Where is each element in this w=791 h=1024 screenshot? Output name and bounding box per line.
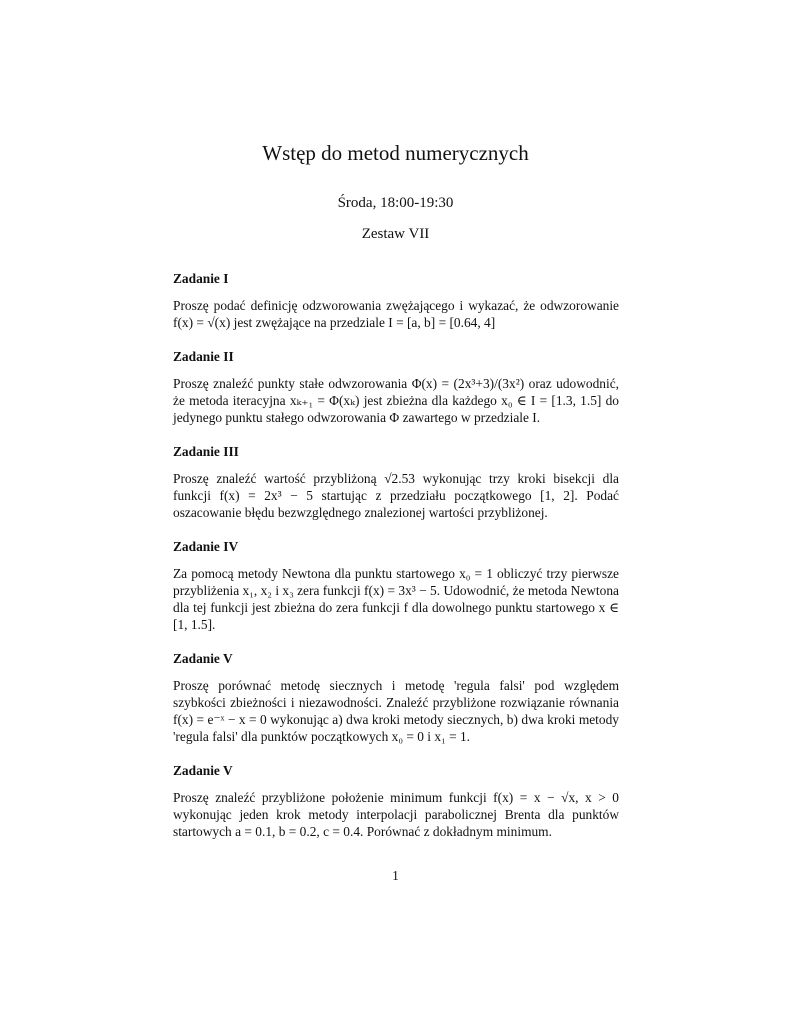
task-title: Zadanie V xyxy=(173,651,233,666)
task-6 xyxy=(173,762,619,840)
task-1 xyxy=(173,270,619,331)
task-5 xyxy=(173,650,619,745)
session-day-time: Środa, 18:00-19:30 xyxy=(337,195,454,211)
task-2 xyxy=(173,348,619,426)
task-text: Proszę znaleźć wartość przybliżoną √2.53 wykonując trzy kroki bisekcji dla funkcji f(x) = 2x³ − 5 startując z przedziału początkowego [1, 2]. Podać oszacowanie błędu bezwzględnego znalezionej wartości przybliżonej. xyxy=(173,471,619,520)
page-number: 1 xyxy=(392,868,399,883)
task-title: Zadanie V xyxy=(173,763,233,778)
task-text: Proszę podać definicję odzworowania zwężającego i wykazać, że odwzorowanie f(x) = √(x) jest zwężające na przedziale I = [a, b] = [0.64, 4] xyxy=(173,298,619,330)
task-title: Zadanie III xyxy=(173,444,239,459)
task-text: Proszę porównać metodę siecznych i metodę 'regula falsi' pod względem szybkości zbieżności i niezawodności. Znaleźć przybliżone rozwiązanie równania f(x) = e⁻ˣ − x = 0 wykonując a) dwa kroki metody siecznych, b) dwa kroki metody 'regula falsi' dla punktów początkowych x₀ = 0 i x₁ = 1. xyxy=(173,678,619,744)
problem-set-label: Zestaw VII xyxy=(361,226,430,242)
page-title: Wstęp do metod numerycznych xyxy=(262,141,529,165)
task-text: Proszę znaleźć przybliżone położenie minimum funkcji f(x) = x − √x, x > 0 wykonując jeden krok metody interpolacji parabolicznej Brenta dla punktów startowych a = 0.1, b = 0.2, c = 0.4. Porównać z dokładnym minimum. xyxy=(173,790,619,839)
task-title: Zadanie II xyxy=(173,349,234,364)
task-3 xyxy=(173,443,619,521)
task-title: Zadanie I xyxy=(173,271,229,286)
task-text: Proszę znaleźć punkty stałe odwzorowania Φ(x) = (2x³+3)/(3x²) oraz udowodnić, że metoda iteracyjna xₖ₊₁ = Φ(xₖ) jest zbieżna dla każdego x₀ ∈ I = [1.3, 1.5] do jedynego punktu stałego odwzorowania Φ zawartego w przedziale I. xyxy=(173,376,619,425)
tasks-list xyxy=(173,270,619,857)
task-4 xyxy=(173,538,619,633)
task-text: Za pomocą metody Newtona dla punktu startowego x₀ = 1 obliczyć trzy pierwsze przybliżenia x₁, x₂ i x₃ zera funkcji f(x) = 3x³ − 5. Udowodnić, że metoda Newtona dla tej funkcji jest zbieżna do zera funkcji f dla dowolnego punktu startowego x ∈ [1, 1.5]. xyxy=(173,566,619,632)
task-title: Zadanie IV xyxy=(173,539,239,554)
